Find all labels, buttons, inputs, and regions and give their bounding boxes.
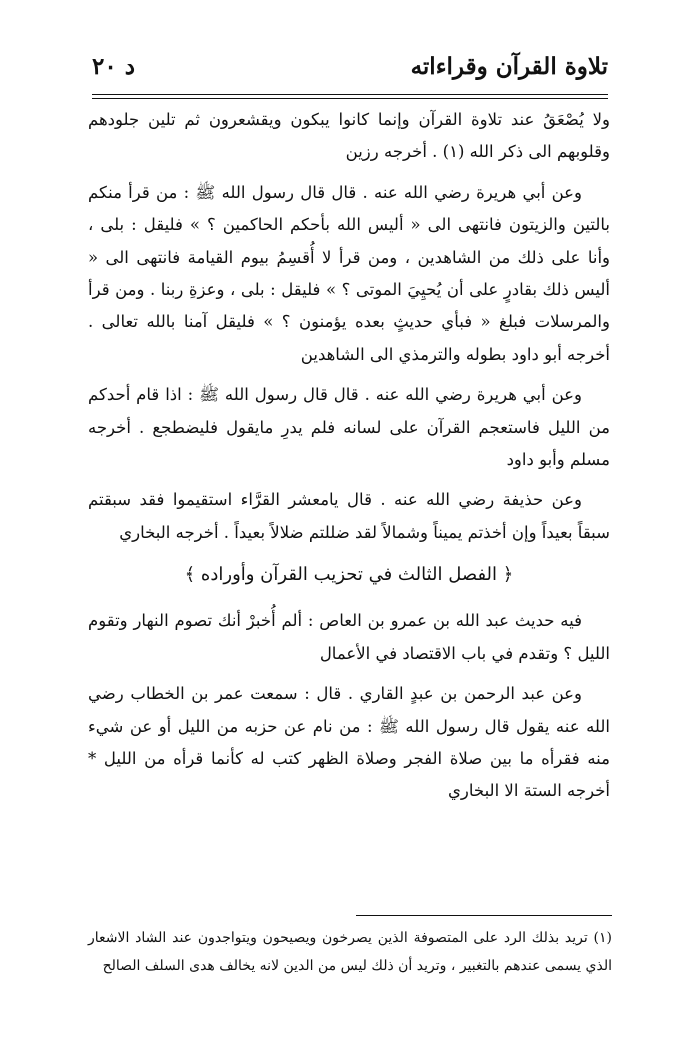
footnote xyxy=(88,924,612,980)
running-title: تلاوة القرآن وقراءاته xyxy=(410,52,608,80)
footnote-text: (١) تريد بذلك الرد على المتصوفة الذين يصرخون ويصيحون ويتواجدون عند الشاد الاشعار الذي يسمى عندهم بالتغبير ، وتريد أن ذلك ليس من الدين لانه يخالف هدى السلف الصالح xyxy=(88,930,612,974)
footnote-rule xyxy=(356,915,612,916)
page-number: د ۲۰ xyxy=(92,52,135,80)
paragraph: وعن أبي هريرة رضي الله عنه . قال قال رسول الله ﷺ : من قرأ منكم بالتين والزيتون فانتهى الى « أليس الله بأحكم الحاكمين ؟ » فليقل : بلى ، وأنا على ذلك من الشاهدين ، ومن قرأ لا أُقسِمُ بيوم القيامة فانتهى الى « أليس ذلك بقادرٍ على أن يُحيِيَ الموتى ؟ » فليقل : بلى ، وعزةِ ربنا . ومن قرأ والمرسلات فبلغ « فبأي حديثٍ بعده يؤمنون ؟ » فليقل آمنا بالله تعالى . أخرجه أبو داود بطوله والترمذي الى الشاهدين xyxy=(88,182,610,364)
paragraph: وعن أبي هريرة رضي الله عنه . قال قال رسول الله ﷺ : اذا قام أحدكم من الليل فاستعجم القرآن على لسانه فلم يدرِ مايقول فليضطجع . أخرجه مسلم وأبو داود xyxy=(88,385,610,470)
paragraph: وعن عبد الرحمن بن عبدٍ القاري . قال : سمعت عمر بن الخطاب رضي الله عنه يقول قال رسول الله ﷺ : من نام عن حزبه من الليل أو عن شيء منه فقرأه ما بين صلاة الفجر وصلاة الظهر كتب له كأنما قرأه من الليل * أخرجه الستة الا البخاري xyxy=(88,684,610,801)
main-text xyxy=(88,104,610,808)
paragraph: ولا يُصْعَقُ عند تلاوة القرآن وإنما كانوا يبكون ويقشعرون ثم تلين جلودهم وقلوبهم الى ذكر الله (١) . أخرجه رزين xyxy=(88,110,610,162)
paragraph: وعن حذيفة رضي الله عنه . قال يامعشر القرَّاء استقيموا فقد سبقتم سبقاً بعيداً وإن أخذتم يميناً وشمالاً لقد ضللتم ضلالاً بعيداً . أخرجه البخاري xyxy=(88,490,610,542)
header-rule xyxy=(92,94,608,95)
section-heading: ﴿ الفصل الثالث في تحزيب القرآن وأوراده ﴾ xyxy=(184,564,514,586)
header-rule-thin xyxy=(92,98,608,99)
paragraph: فيه حديث عبد الله بن عمرو بن العاص : ألم أُخبرْ أنك تصوم النهار وتقوم الليل ؟ وتقدم في باب الاقتصاد في الأعمال xyxy=(88,611,610,663)
page-header xyxy=(92,44,608,88)
